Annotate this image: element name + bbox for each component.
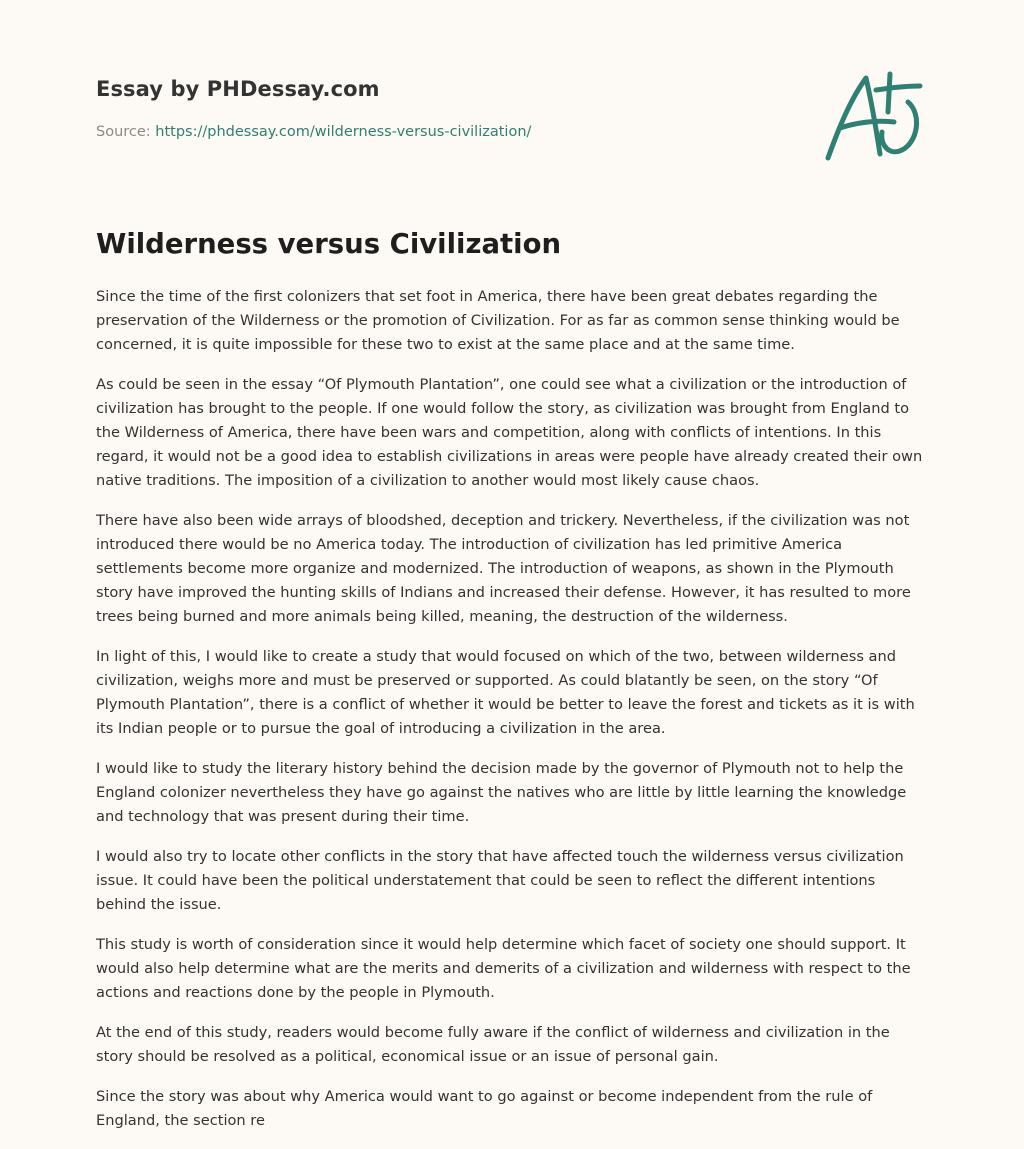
essay-paragraph: There have also been wide arrays of bloodshed, deception and trickery. Nevertheless, if the civilization was not introduced there would be no America today. The introduction of civilization has led primitive America settlements become more organize and modernized. The introduction of weapons, as shown in the Plymouth story have improved the hunting skills of Indians and increased their defense. However, it has resulted to more trees being burned and more animals being killed, meaning, the destruction of the wilderness.: [96, 512, 911, 625]
source-link[interactable]: https://phdessay.com/wilderness-versus-civilization/: [155, 124, 532, 140]
essay-body: [96, 285, 928, 1149]
essay-paragraph: I would like to study the literary history behind the decision made by the governor of Plymouth not to help the England colonizer nevertheless they have go against the natives who are little by little learning the knowledge and technology that was present during their time.: [96, 760, 907, 825]
source-label: Source:: [96, 124, 156, 140]
a-plus-logo-icon: [822, 70, 926, 164]
essay-paragraph: This study is worth of consideration since it would help determine which facet of society one should support. It would also help determine what are the merits and demerits of a civilization and wilderness with respect to the actions and reactions done by the people in Plymouth.: [96, 936, 911, 1001]
essay-paragraph: At the end of this study, readers would become fully aware if the conflict of wilderness and civilization in the story should be resolved as a political, economical issue or an issue of personal gain.: [96, 1024, 890, 1065]
essay-paragraph: Since the story was about why America would want to go against or become independent from the rule of England, the section re: [96, 1088, 873, 1129]
source-line: [96, 124, 531, 140]
essay-paragraph: As could be seen in the essay “Of Plymouth Plantation”, one could see what a civilization or the introduction of civilization has brought to the people. If one would follow the story, as civilization was brought from England to the Wilderness of America, there have been wars and competition, along with conflicts of intentions. In this regard, it would not be a good idea to establish civilizations in areas were people have already created their own native traditions. The imposition of a civilization to another would most likely cause chaos.: [96, 376, 923, 489]
site-title: Essay by PHDessay.com: [96, 77, 380, 101]
essay-paragraph: In light of this, I would like to create a study that would focused on which of the two, between wilderness and civilization, weighs more and must be preserved or supported. As could blatantly be seen, on the story “Of Plymouth Plantation”, there is a conflict of whether it would be better to leave the forest and tickets as it is with its Indian people or to pursue the goal of introducing a civilization in the area.: [96, 648, 915, 737]
essay-paragraph: Since the time of the first colonizers that set foot in America, there have been great debates regarding the preservation of the Wilderness or the promotion of Civilization. For as far as common sense thinking would be concerned, it is quite impossible for these two to exist at the same place and at the same time.: [96, 288, 900, 353]
essay-paragraph: I would also try to locate other conflicts in the story that have affected touch the wilderness versus civilization issue. It could have been the political understatement that could be seen to reflect the different intentions behind the issue.: [96, 848, 904, 913]
essay-title: Wilderness versus Civilization: [96, 228, 562, 260]
